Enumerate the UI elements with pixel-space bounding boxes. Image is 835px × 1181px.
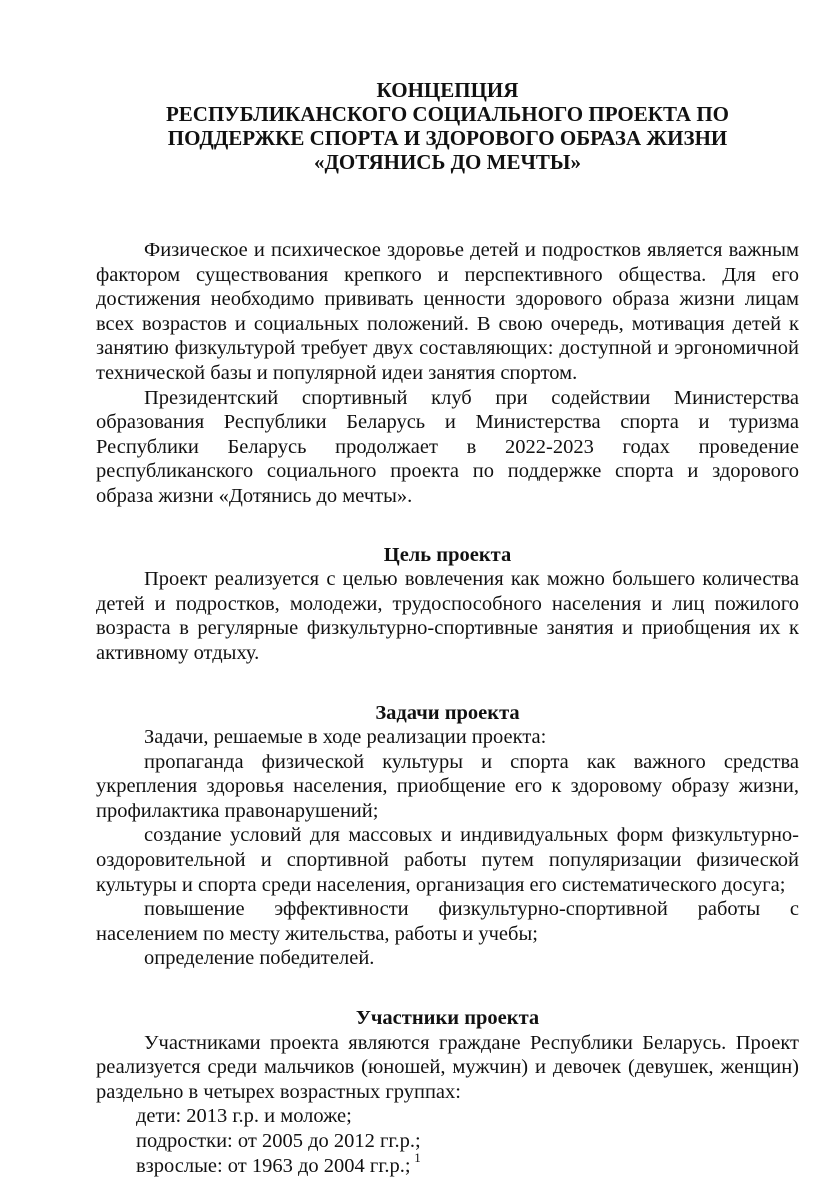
participants-heading: Участники проекта	[355, 1007, 540, 1030]
title-line-2: РЕСПУБЛИКАНСКОГО СОЦИАЛЬНОГО ПРОЕКТА ПО	[165, 102, 730, 126]
task-item: повышение эффективности физкультурно-спортивной работы с населением по месту жительства, работы и учебы;	[96, 898, 799, 945]
intro-paragraph-2: Президентский спортивный клуб при содействии Министерства образования Республики Беларусь и Министерства спорта и туризма Республики Беларусь продолжает в 2022-2023 годах проведение республиканского социального проекта по поддержке спорта и здорового образа жизни «Дотянись до мечты».	[96, 386, 799, 507]
page-number: 1	[414, 1150, 421, 1165]
goal-heading: Цель проекта	[383, 543, 512, 566]
participants-paragraph: Участниками проекта являются граждане Республики Беларусь. Проект реализуется среди мальчиков (юношей, мужчин) и девочек (девушек, женщин) раздельно в четырех возрастных группах:	[96, 1031, 799, 1103]
task-item: пропаганда физической культуры и спорта как важного средства укрепления здоровья населения, приобщение его к здоровому образу жизни, профилактика правонарушений;	[96, 750, 799, 822]
age-group-item: взрослые: от 1963 до 2004 гг.р.;	[136, 1154, 411, 1177]
intro-paragraph-1: Физическое и психическое здоровье детей и подростков является важным фактором существования крепкого и перспективного общества. Для его достижения необходимо прививать ценности здорового образа жизни лицам всех возрастов и социальных положений. В свою очередь, мотивация детей к занятию физкультурой требует двух составляющих: доступной и эргономичной технической базы и популярной идеи занятия спортом.	[96, 239, 799, 384]
document-title	[96, 78, 799, 174]
goal-paragraph: Проект реализуется с целью вовлечения как можно большего количества детей и подростков, молодежи, трудоспособного населения и лиц пожилого возраста в регулярные физкультурно-спортивные занятия и приобщения их к активному отдыху.	[96, 568, 799, 664]
title-line-1: КОНЦЕПЦИЯ	[376, 78, 519, 102]
age-group-item: дети: 2013 г.р. и моложе;	[136, 1105, 352, 1128]
tasks-heading: Задачи проекта	[375, 701, 520, 724]
task-item: создание условий для массовых и индивидуальных форм физкультурно-оздоровительной и спортивной работы путем популяризации физической культуры и спорта среди населения, организация его систематического досуга;	[96, 824, 799, 896]
title-line-3: ПОДДЕРЖКЕ СПОРТА И ЗДОРОВОГО ОБРАЗА ЖИЗНИ	[167, 126, 728, 150]
title-line-4: «ДОТЯНИСЬ ДО МЕЧТЫ»	[313, 150, 582, 174]
tasks-intro: Задачи, решаемые в ходе реализации проекта:	[144, 726, 547, 749]
age-group-item: подростки: от 2005 до 2012 гг.р.;	[136, 1130, 421, 1152]
task-item: определение победителей.	[144, 947, 375, 970]
